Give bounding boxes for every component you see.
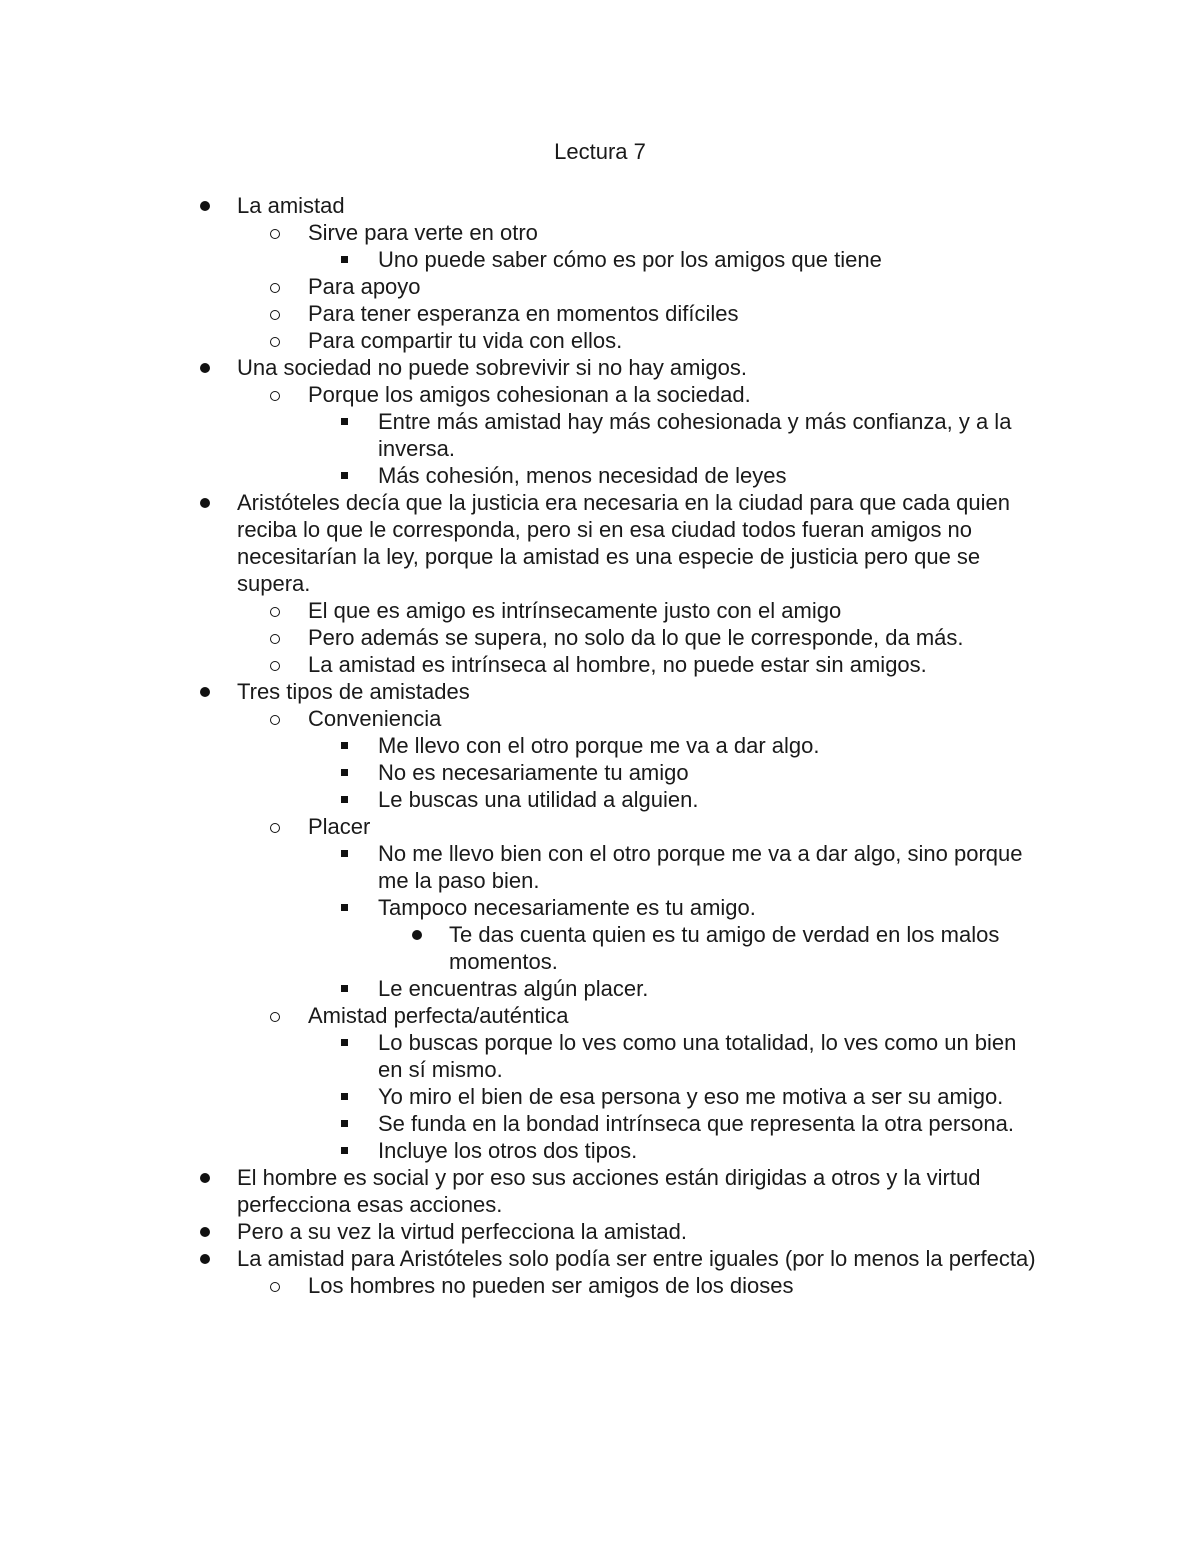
bullet-disc-icon bbox=[412, 921, 422, 948]
list-item-text: Entre más amistad hay más cohesionada y más confianza, y a la inversa. bbox=[378, 409, 1012, 461]
list-item-text: Tampoco necesariamente es tu amigo. bbox=[378, 895, 756, 920]
list-item-level-1 bbox=[200, 327, 1040, 354]
list-item-level-1 bbox=[200, 651, 1040, 678]
list-item-text: No es necesariamente tu amigo bbox=[378, 760, 689, 785]
list-item-text: La amistad bbox=[237, 193, 345, 218]
bullet-square-icon bbox=[341, 408, 348, 435]
bullet-disc-icon bbox=[200, 489, 210, 516]
list-item-text: Para compartir tu vida con ellos. bbox=[308, 328, 623, 353]
list-item-level-2 bbox=[200, 732, 1040, 759]
list-item-level-1 bbox=[200, 705, 1040, 732]
list-item-text: Más cohesión, menos necesidad de leyes bbox=[378, 463, 787, 488]
list-item-text: Yo miro el bien de esa persona y eso me motiva a ser su amigo. bbox=[378, 1084, 1004, 1109]
bullet-circle-icon bbox=[270, 1002, 280, 1029]
list-item-level-1 bbox=[200, 300, 1040, 327]
list-item-level-2 bbox=[200, 840, 1040, 894]
list-item-level-2 bbox=[200, 894, 1040, 921]
list-item-level-1 bbox=[200, 1272, 1040, 1299]
list-item-level-2 bbox=[200, 1083, 1040, 1110]
bullet-disc-icon bbox=[200, 1164, 210, 1191]
list-item-text: Tres tipos de amistades bbox=[237, 679, 470, 704]
bullet-circle-icon bbox=[270, 1272, 280, 1299]
bullet-circle-icon bbox=[270, 381, 280, 408]
list-item-text: Lo buscas porque lo ves como una totalidad, lo ves como un bien en sí mismo. bbox=[378, 1030, 1017, 1082]
list-item-text: Amistad perfecta/auténtica bbox=[308, 1003, 569, 1028]
list-item-level-1 bbox=[200, 1002, 1040, 1029]
list-item-level-2 bbox=[200, 1137, 1040, 1164]
list-item-text: Para tener esperanza en momentos difíciles bbox=[308, 301, 739, 326]
bullet-square-icon bbox=[341, 975, 348, 1002]
outline-list bbox=[200, 192, 1040, 1299]
list-item-text: Te das cuenta quien es tu amigo de verdad en los malos momentos. bbox=[449, 922, 1000, 974]
list-item-text: La amistad es intrínseca al hombre, no puede estar sin amigos. bbox=[308, 652, 927, 677]
bullet-square-icon bbox=[341, 786, 348, 813]
bullet-square-icon bbox=[341, 1110, 348, 1137]
list-item-text: Me llevo con el otro porque me va a dar algo. bbox=[378, 733, 820, 758]
bullet-circle-icon bbox=[270, 219, 280, 246]
bullet-square-icon bbox=[341, 1083, 348, 1110]
list-item-level-2 bbox=[200, 759, 1040, 786]
list-item-text: Los hombres no pueden ser amigos de los dioses bbox=[308, 1273, 794, 1298]
list-item-text: Se funda en la bondad intrínseca que representa la otra persona. bbox=[378, 1111, 1015, 1136]
list-item-text: El hombre es social y por eso sus acciones están dirigidas a otros y la virtud perfecciona esas acciones. bbox=[237, 1165, 981, 1217]
list-item-text: Sirve para verte en otro bbox=[308, 220, 538, 245]
bullet-square-icon bbox=[341, 732, 348, 759]
list-item-text: Para apoyo bbox=[308, 274, 421, 299]
list-item-level-0 bbox=[200, 192, 1040, 219]
bullet-circle-icon bbox=[270, 705, 280, 732]
bullet-circle-icon bbox=[270, 813, 280, 840]
list-item-text: Aristóteles decía que la justicia era necesaria en la ciudad para que cada quien reciba lo que le corresponda, pero si en esa ciudad todos fueran amigos no necesitarían la ley, porque la amistad es una especie de justicia pero que se supera. bbox=[237, 490, 1010, 596]
list-item-text: Conveniencia bbox=[308, 706, 442, 731]
list-item-level-1 bbox=[200, 273, 1040, 300]
list-item-level-2 bbox=[200, 462, 1040, 489]
list-item-level-2 bbox=[200, 786, 1040, 813]
bullet-circle-icon bbox=[270, 651, 280, 678]
document-title: Lectura 7 bbox=[554, 139, 646, 164]
bullet-square-icon bbox=[341, 840, 348, 867]
list-item-text: Uno puede saber cómo es por los amigos que tiene bbox=[378, 247, 882, 272]
bullet-circle-icon bbox=[270, 624, 280, 651]
bullet-square-icon bbox=[341, 1137, 348, 1164]
bullet-square-icon bbox=[341, 894, 348, 921]
list-item-level-1 bbox=[200, 624, 1040, 651]
bullet-square-icon bbox=[341, 759, 348, 786]
bullet-disc-icon bbox=[200, 678, 210, 705]
list-item-level-0 bbox=[200, 678, 1040, 705]
list-item-text: No me llevo bien con el otro porque me va a dar algo, sino porque me la paso bien. bbox=[378, 841, 1023, 893]
bullet-square-icon bbox=[341, 1029, 348, 1056]
list-item-level-0 bbox=[200, 489, 1040, 597]
list-item-text: Le encuentras algún placer. bbox=[378, 976, 649, 1001]
list-item-level-2 bbox=[200, 1110, 1040, 1137]
list-item-level-1 bbox=[200, 813, 1040, 840]
bullet-circle-icon bbox=[270, 327, 280, 354]
list-item-level-0 bbox=[200, 1164, 1040, 1218]
list-item-level-1 bbox=[200, 381, 1040, 408]
bullet-disc-icon bbox=[200, 354, 210, 381]
bullet-disc-icon bbox=[200, 192, 210, 219]
list-item-text: El que es amigo es intrínsecamente justo con el amigo bbox=[308, 598, 842, 623]
list-item-text: Pero a su vez la virtud perfecciona la amistad. bbox=[237, 1219, 688, 1244]
bullet-disc-icon bbox=[200, 1245, 210, 1272]
list-item-text: Placer bbox=[308, 814, 371, 839]
list-item-level-2 bbox=[200, 246, 1040, 273]
bullet-circle-icon bbox=[270, 597, 280, 624]
list-item-level-2 bbox=[200, 408, 1040, 462]
list-item-text: Pero además se supera, no solo da lo que le corresponde, da más. bbox=[308, 625, 964, 650]
list-item-level-0 bbox=[200, 354, 1040, 381]
list-item-text: Incluye los otros dos tipos. bbox=[378, 1138, 638, 1163]
bullet-square-icon bbox=[341, 462, 348, 489]
list-item-level-2 bbox=[200, 1029, 1040, 1083]
list-item-level-1 bbox=[200, 219, 1040, 246]
bullet-disc-icon bbox=[200, 1218, 210, 1245]
list-item-level-0 bbox=[200, 1218, 1040, 1245]
list-item-text: Le buscas una utilidad a alguien. bbox=[378, 787, 699, 812]
list-item-level-3 bbox=[200, 921, 1040, 975]
bullet-circle-icon bbox=[270, 300, 280, 327]
list-item-text: La amistad para Aristóteles solo podía ser entre iguales (por lo menos la perfecta) bbox=[237, 1246, 1036, 1271]
list-item-text: Una sociedad no puede sobrevivir si no hay amigos. bbox=[237, 355, 747, 380]
bullet-square-icon bbox=[341, 246, 348, 273]
list-item-level-2 bbox=[200, 975, 1040, 1002]
list-item-level-0 bbox=[200, 1245, 1040, 1272]
bullet-circle-icon bbox=[270, 273, 280, 300]
list-item-level-1 bbox=[200, 597, 1040, 624]
list-item-text: Porque los amigos cohesionan a la sociedad. bbox=[308, 382, 751, 407]
